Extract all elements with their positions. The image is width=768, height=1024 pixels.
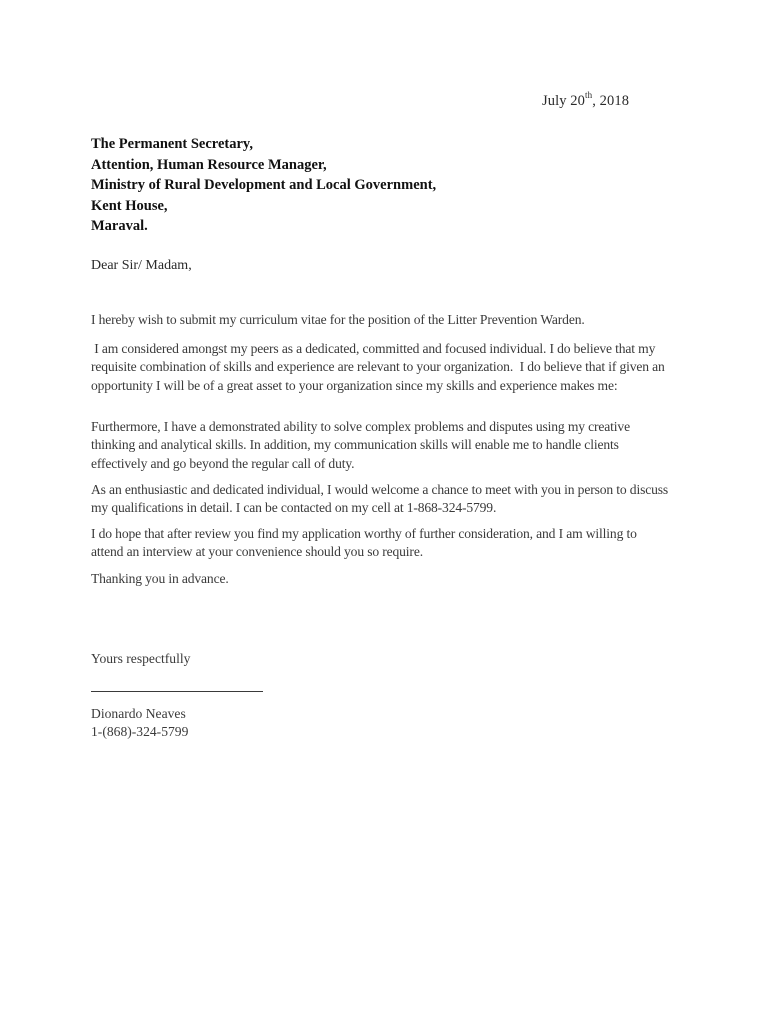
body-paragraph: Furthermore, I have a demonstrated ability to solve complex problems and disputes using my creative thinking and analytical skills. In addition, my communication skills will enable me to handle clients effectively and go beyond the regular call of duty. bbox=[91, 419, 630, 471]
letter-date bbox=[542, 90, 630, 110]
date-prefix: July 20 bbox=[542, 93, 585, 109]
recipient-line: Attention, Human Resource Manager, bbox=[91, 156, 327, 173]
recipient-line: Kent House, bbox=[91, 197, 168, 214]
signature-phone: 1-(868)-324-5799 bbox=[91, 724, 189, 739]
body-paragraph: Thanking you in advance. bbox=[91, 571, 229, 586]
recipient-address bbox=[91, 134, 436, 237]
signature-line bbox=[91, 691, 263, 692]
salutation: Dear Sir/ Madam, bbox=[91, 258, 192, 273]
date-suffix: , 2018 bbox=[592, 93, 630, 109]
body-paragraph: I do hope that after review you find my application worthy of further consideration, and I am willing to attend an interview at your convenience should you so require. bbox=[91, 526, 637, 560]
closing: Yours respectfully bbox=[91, 651, 191, 666]
body-paragraph: I am considered amongst my peers as a dedicated, committed and focused individual. I do believe that my requisite combination of skills and experience are relevant to your organization. I do believe that if given an opportunity I will be of a great asset to your organization since my skills and experience makes me: bbox=[91, 341, 668, 393]
date-superscript: th bbox=[585, 90, 593, 100]
recipient-line: Ministry of Rural Development and Local Government, bbox=[91, 177, 437, 193]
signature-name: Dionardo Neaves bbox=[91, 706, 186, 721]
recipient-line: Maraval. bbox=[91, 218, 148, 234]
recipient-line: The Permanent Secretary, bbox=[91, 136, 254, 152]
body-paragraph: I hereby wish to submit my curriculum vitae for the position of the Litter Prevention Warden. bbox=[91, 312, 585, 327]
body-paragraph: As an enthusiastic and dedicated individual, I would welcome a chance to meet with you in person to discuss my qualifications in detail. I can be contacted on my cell at 1-868-324-5799. bbox=[91, 482, 669, 516]
